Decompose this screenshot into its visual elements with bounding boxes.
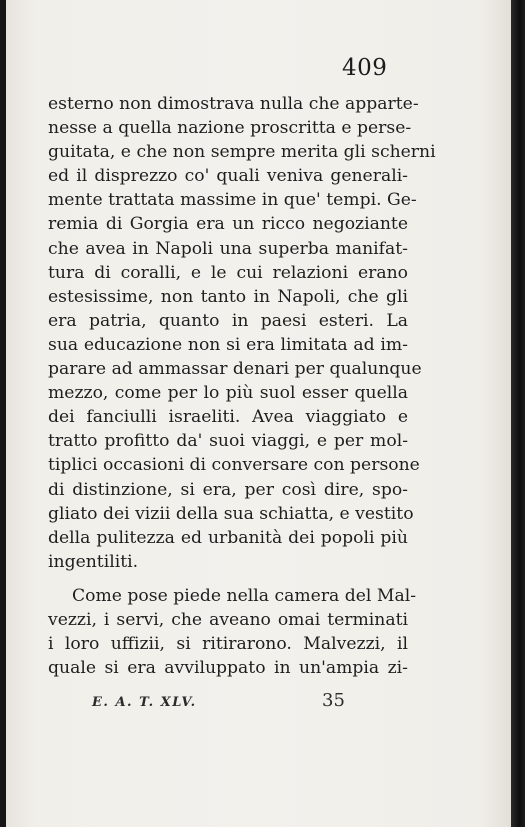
text-line: mezzo, come per lo più suol esser quella (48, 383, 408, 404)
text-line: era patria, quanto in paesi esteri. La (48, 310, 408, 331)
text-line: estesissime, non tanto in Napoli, che gli (48, 286, 408, 307)
text-line: ingentiliti. (48, 551, 139, 572)
text-line: gliato dei vizii della sua schiatta, e vestito (48, 503, 414, 524)
text-line: dei fanciulli israeliti. Avea viaggiato e (48, 407, 408, 428)
gathering-number: 35 (322, 690, 345, 711)
text-line: ed il disprezzo co' quali veniva generali- (48, 166, 408, 187)
text-line: quale si era avviluppato in un'ampia zi- (48, 658, 408, 679)
text-line: tura di coralli, e le cui relazioni erano (48, 262, 408, 283)
text-line: della pulitezza ed urbanità dei popoli più (48, 527, 408, 548)
text-line: guitata, e che non sempre merita gli scherni (48, 142, 436, 163)
page-number: 409 (342, 55, 388, 81)
text-line: tiplici occasioni di conversare con persone (48, 455, 420, 476)
text-line: sua educazione non si era limitata ad im- (48, 334, 408, 355)
book-page (6, 0, 511, 827)
text-line: di distinzione, si era, per così dire, spo- (48, 479, 408, 500)
text-line: parare ad ammassar denari per qualunque (48, 359, 422, 380)
signature-mark: E. A. T. XLV. (92, 695, 197, 710)
text-line: i loro uffizii, si ritirarono. Malvezzi, il (48, 634, 408, 655)
text-line: vezzi, i servi, che aveano omai terminati (48, 609, 408, 630)
text-line: mente trattata massime in que' tempi. Ge- (48, 190, 417, 211)
text-line: nesse a quella nazione proscritta e perse- (48, 118, 412, 139)
text-line: che avea in Napoli una superba manifat- (48, 238, 408, 259)
page-edge-shadow (511, 0, 525, 827)
text-line: remia di Gorgia era un ricco negoziante (48, 214, 408, 235)
text-line: tratto profitto da' suoi viaggi, e per mol- (48, 431, 408, 452)
text-line-paragraph-start: Come pose piede nella camera del Mal- (72, 585, 417, 606)
body-text (48, 92, 436, 680)
text-line: esterno non dimostrava nulla che apparte- (48, 94, 419, 114)
